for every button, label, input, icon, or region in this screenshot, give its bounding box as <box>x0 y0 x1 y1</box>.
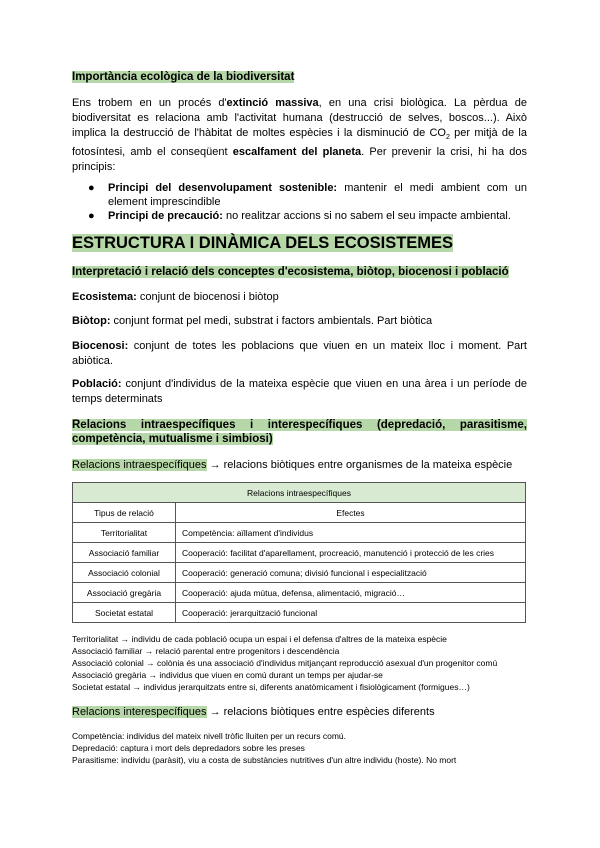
table-row: Associació colonial Cooperació: generació comuna; divisió funcional i especialització <box>73 563 526 583</box>
note-competition: Competència: individus del mateix nivell tròfic lluiten per un recurs comú. <box>72 731 347 741</box>
intraspecific-relations-table <box>72 482 526 623</box>
column-header-effects: Efectes <box>176 503 526 523</box>
note-colonial: Associació colonial → colònia és una associació d'individus mitjançant reproducció asexual d'un progenitor comú <box>72 658 498 668</box>
note-gregarious: Associació gregària → individus que viuen en comú durant un temps per ajudar-se <box>72 670 383 680</box>
table-row: Associació familiar Cooperació: facilitat d'aparellament, procreació, manutenció i protecció de les cries <box>73 543 526 563</box>
table-header-row <box>73 503 526 523</box>
definition-population: Població: conjunt d'individus de la mateixa espècie que viuen en una àrea i un període de temps determinats <box>72 378 527 405</box>
bullet-icon: ● <box>88 210 95 222</box>
relations-heading-line1: Relacions intraespecífiques i interespecífiques (depredació, parasitisme, <box>72 419 527 431</box>
interspecific-intro: Relacions interespecífiques → relacions biòtiques entre espècies diferents <box>72 706 435 718</box>
definition-biotope: Biòtop: conjunt format pel medi, substrat i factors ambientals. Part biòtica <box>72 315 433 327</box>
note-parasitism: Parasitisme: individu (paràsit), viu a costa de substàncies nutritives d'un altre individu (hoste). No mort <box>72 755 457 765</box>
table-row: Territorialitat Competència: aïllament d'individus <box>73 523 526 543</box>
concepts-subheading: Interpretació i relació dels conceptes d'ecosistema, biòtop, biocenosi i població <box>72 266 509 278</box>
bullet-sustainable-development: ● Principi del desenvolupament sostenible: mantenir el medi ambient com un element imprescindible <box>88 182 528 208</box>
relations-heading-line2: competència, mutualisme i simbiosi) <box>72 433 273 445</box>
table-caption-row <box>73 483 526 503</box>
table-row: Societat estatal Cooperació: jerarquització funcional <box>73 603 526 623</box>
note-state-society: Societat estatal → individus jerarquitzats entre si, diferents anatòmicament i fisiològicament (formigues…) <box>72 682 470 692</box>
table-row: Associació gregària Cooperació: ajuda mútua, defensa, alimentació, migració… <box>73 583 526 603</box>
intraspecific-intro: Relacions intraespecífiques → relacions biòtiques entre organismes de la mateixa espècie <box>72 459 513 471</box>
table-caption: Relacions intraespecífiques <box>73 483 526 503</box>
column-header-type: Tipus de relació <box>73 503 176 523</box>
definition-biocenosis: Biocenosi: conjunt de totes les poblacions que viuen en un mateix lloc i moment. Part abiòtica. <box>72 340 527 367</box>
section-heading-biodiversity: Importància ecològica de la biodiversitat <box>72 71 295 83</box>
note-family: Associació familiar → relació parental entre progenitors i descendència <box>72 646 340 656</box>
bullet-precaution: ● Principi de precaució: no realitzar accions si no sabem el seu impacte ambiental. <box>88 210 511 222</box>
bullet-icon: ● <box>88 182 95 194</box>
definition-ecosystem: Ecosistema: conjunt de biocenosi i biòtop <box>72 291 279 303</box>
biodiversity-paragraph: Ens trobem en un procés d'extinció massiva, en una crisi biològica. La pèrdua de biodiversitat es relaciona amb l'activitat humana (destrucció de selves, boscos...). Això implica la destrucció de l'hàbitat de moltes espècies i la disminució de $CO_2$ per mitjà de la fotosíntesi, amb el conseqüent escalfament del planeta. Per prevenir la crisi, hi ha dos principis: <box>72 97 527 174</box>
main-section-title: ESTRUCTURA I DINÀMICA DELS ECOSISTEMES <box>72 234 454 252</box>
note-predation: Depredació: captura i mort dels depredadors sobre les preses <box>72 743 305 753</box>
note-territoriality: Territorialitat → individu de cada població ocupa un espai i el defensa d'altres de la mateixa espècie <box>72 634 447 644</box>
